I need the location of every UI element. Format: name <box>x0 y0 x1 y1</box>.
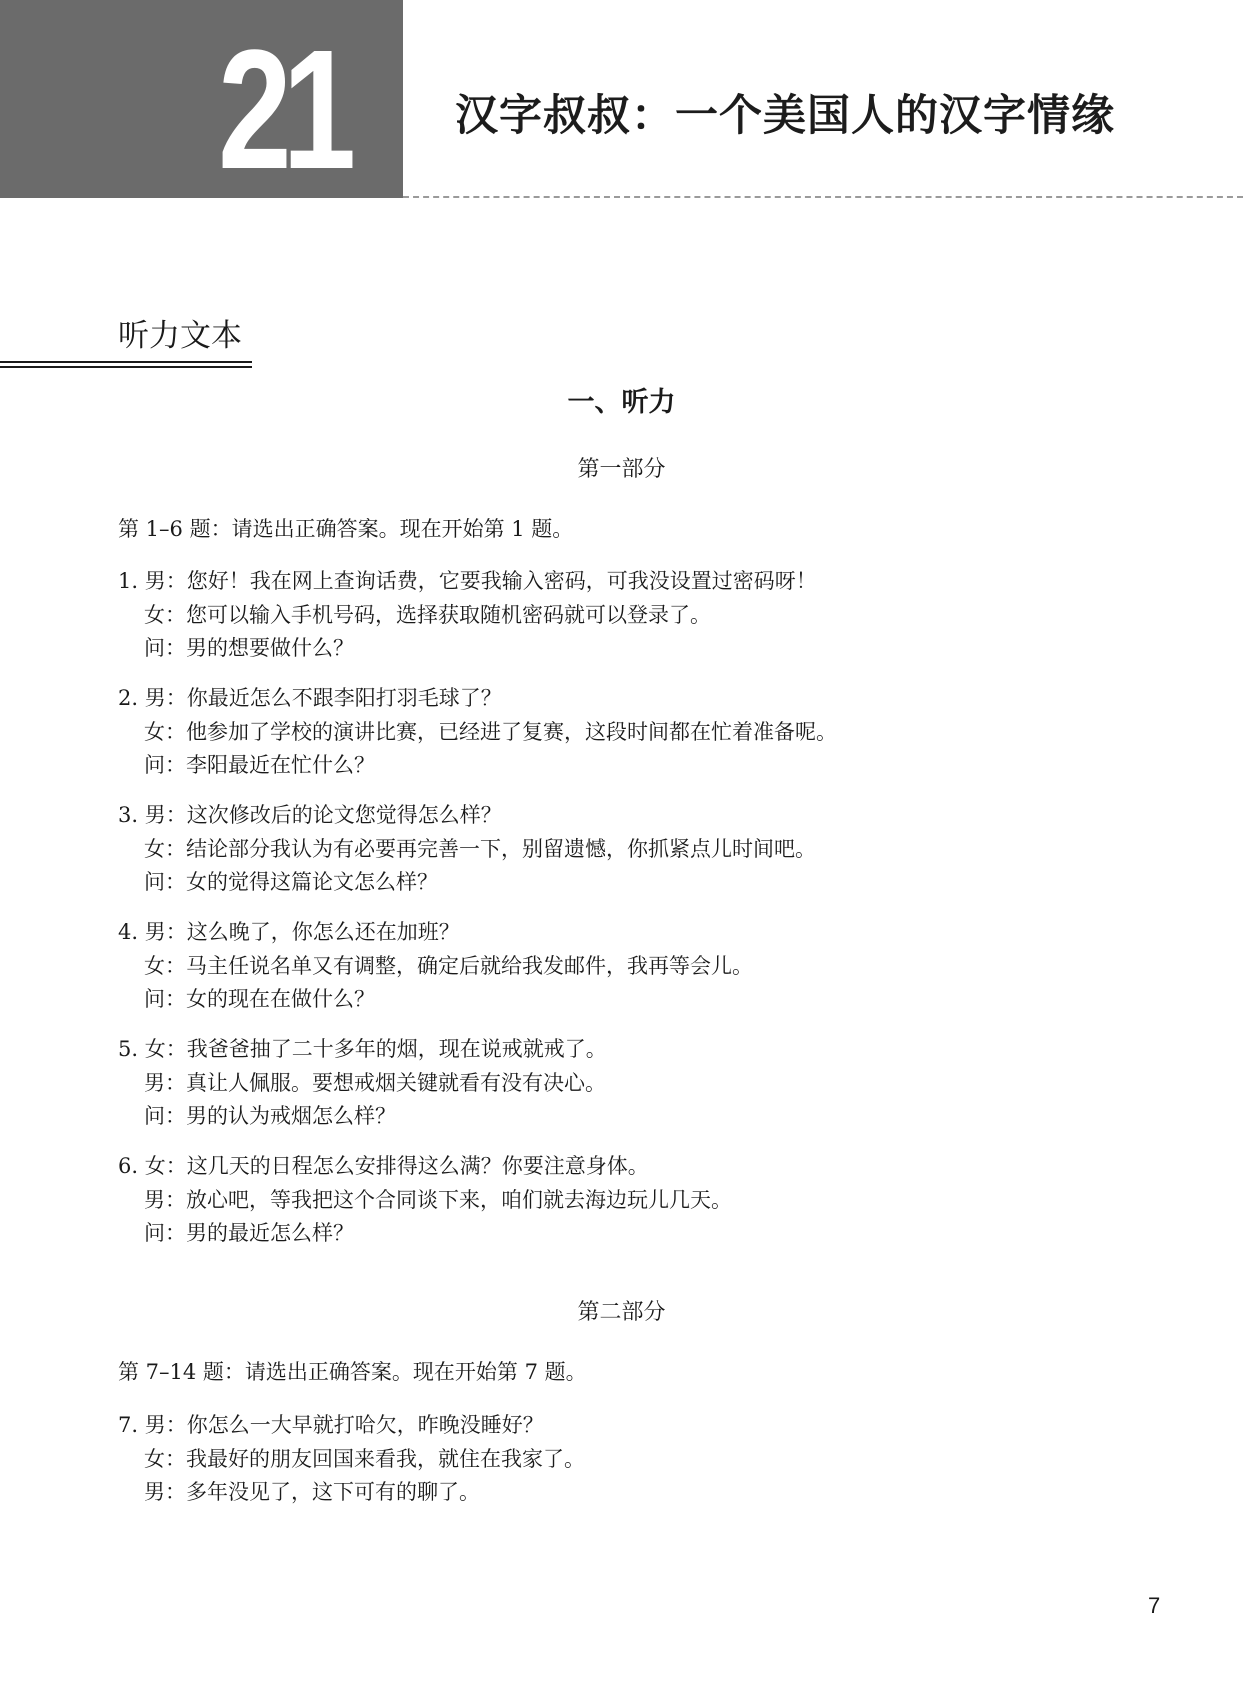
question-item-2 <box>118 682 1178 783</box>
header-dashed-divider <box>403 196 1243 198</box>
dialogue-line: 1. 男：您好！我在网上查询话费，它要我输入密码，可我没设置过密码呀！ <box>118 569 817 593</box>
dialogue-line: 问：男的想要做什么？ <box>144 636 354 660</box>
dialogue-line: 问：女的觉得这篇论文怎么样？ <box>144 870 438 894</box>
dialogue-line: 男：多年没见了，这下可有的聊了。 <box>144 1480 480 1504</box>
dialogue-line: 问：女的现在在做什么？ <box>144 987 375 1011</box>
part-1-instruction: 第 1–6 题：请选出正确答案。现在开始第 1 题。 <box>118 517 574 541</box>
part-2-subtitle: 第二部分 <box>577 1300 666 1325</box>
question-item-3 <box>118 799 1178 900</box>
question-item-6 <box>118 1150 1178 1251</box>
dialogue-line: 问：男的认为戒烟怎么样？ <box>144 1104 396 1128</box>
section-heading-underline <box>0 361 252 368</box>
dialogue-line: 男：真让人佩服。要想戒烟关键就看有没有决心。 <box>144 1070 606 1095</box>
dialogue-line: 女：结论部分我认为有必要再完善一下，别留遗憾，你抓紧点儿时间吧。 <box>144 836 816 861</box>
dialogue-line: 问：男的最近怎么样？ <box>144 1221 354 1245</box>
dialogue-line: 2. 男：你最近怎么不跟李阳打羽毛球了？ <box>118 686 502 710</box>
lesson-title: 汉字叔叔：一个美国人的汉字情缘 <box>455 91 1115 141</box>
section-heading: 听力文本 <box>118 318 242 354</box>
dialogue-line: 4. 男：这么晚了，你怎么还在加班？ <box>118 920 460 944</box>
part-1-subtitle: 第一部分 <box>577 457 666 482</box>
page-number: 7 <box>1148 1593 1161 1618</box>
part-2-instruction: 第 7–14 题：请选出正确答案。现在开始第 7 题。 <box>118 1360 587 1384</box>
dialogue-line: 男：放心吧，等我把这个合同谈下来，咱们就去海边玩儿几天。 <box>144 1187 732 1212</box>
dialogue-line: 女：他参加了学校的演讲比赛，已经进了复赛，这段时间都在忙着准备呢。 <box>144 719 837 744</box>
question-item-4 <box>118 916 1178 1017</box>
dialogue-line: 3. 男：这次修改后的论文您觉得怎么样？ <box>118 803 502 827</box>
question-item-5 <box>118 1033 1178 1134</box>
part-title: 一、听力 <box>567 387 676 418</box>
lesson-number-block <box>0 0 403 205</box>
dialogue-line: 女：我最好的朋友回国来看我，就住在我家了。 <box>144 1446 585 1471</box>
lesson-number: 21 <box>218 15 347 205</box>
question-item-7 <box>118 1409 1178 1510</box>
dialogue-line: 问：李阳最近在忙什么？ <box>144 753 375 777</box>
question-item-1 <box>118 565 1178 666</box>
dialogue-line: 女：马主任说名单又有调整，确定后就给我发邮件，我再等会儿。 <box>144 953 753 978</box>
dialogue-line: 7. 男：你怎么一大早就打哈欠，昨晚没睡好？ <box>118 1413 544 1437</box>
dialogue-line: 女：您可以输入手机号码，选择获取随机密码就可以登录了。 <box>144 602 711 627</box>
dialogue-line: 6. 女：这几天的日程怎么安排得这么满？你要注意身体。 <box>118 1154 649 1178</box>
dialogue-line: 5. 女：我爸爸抽了二十多年的烟，现在说戒就戒了。 <box>118 1037 607 1061</box>
